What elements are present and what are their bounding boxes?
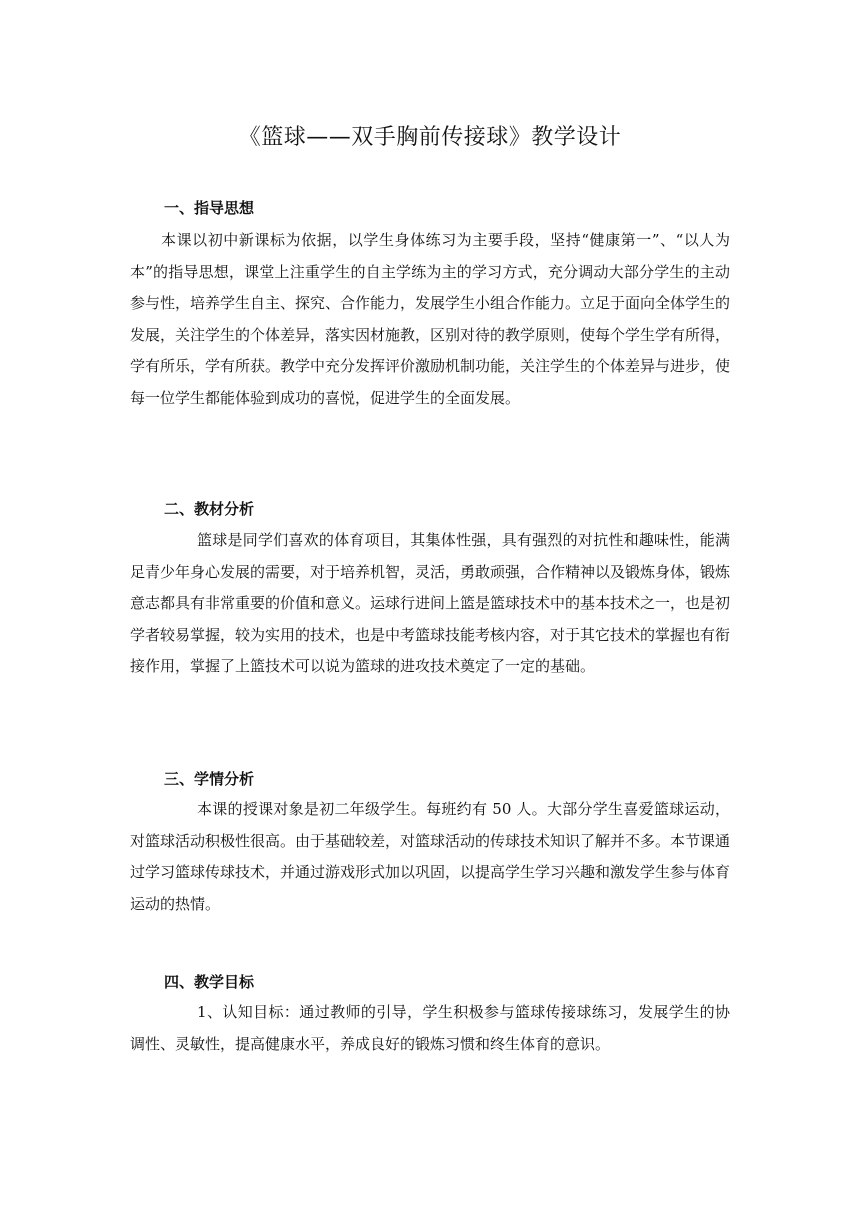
section-paragraph-teaching-objectives: 1、认知目标：通过教师的引导，学生积极参与篮球传接球练习，发展学生的协调性、灵敏性，提高健康水平，养成良好的锻炼习惯和终生体育的意识。 — [130, 1003, 730, 1053]
section-paragraph-material-analysis: 篮球是同学们喜欢的体育项目，其集体性强，具有强烈的对抗性和趣味性，能满足青少年身心发展的需要，对于培养机智，灵活，勇敢顽强，合作精神以及锻炼身体，锻炼意志都具有非常重要的价值和意义。运球行进间上篮是篮球技术中的基本技术之一，也是初学者较易掌握，较为实用的技术，也是中考篮球技能考核内容，对于其它技术的掌握也有衔接作用，掌握了上篮技术可以说为篮球的进攻技术奠定了一定的基础。 — [130, 531, 731, 676]
section-heading-material-analysis: 二、教材分析 — [164, 500, 255, 518]
section-paragraph-guiding-ideology: 本课以初中新课标为依据，以学生身体练习为主要手段，坚持“健康第一”、“以人为本”的指导思想，课堂上注重学生的自主学练为主的学习方式，充分调动大部分学生的主动参与性，培养学生自主、探究、合作能力，发展学生小组合作能力。立足于面向全体学生的发展，关注学生的个体差异，落实因材施教，区别对待的教学原则，使每个学生学有所得，学有所乐，学有所获。教学中充分发挥评价激励机制功能，关注学生的个体差异与进步，使每一位学生都能体验到成功的喜悦，促进学生的全面发展。 — [130, 231, 731, 407]
document-title: 《篮球——双手胸前传接球》教学设计 — [238, 125, 622, 150]
section-heading-guiding-ideology: 一、指导思想 — [164, 199, 255, 217]
section-paragraph-student-analysis: 本课的授课对象是初二年级学生。每班约有 50 人。大部分学生喜爱篮球运动，对篮球活动积极性很高。由于基础较差，对篮球活动的传球技术知识了解并不多。本节课通过学习篮球传球技术，并通过游戏形式加以巩固，以提高学生学习兴趣和激发学生参与体育运动的热情。 — [130, 800, 731, 913]
section-heading-teaching-objectives: 四、教学目标 — [164, 973, 255, 991]
section-heading-student-analysis: 三、学情分析 — [164, 770, 255, 788]
